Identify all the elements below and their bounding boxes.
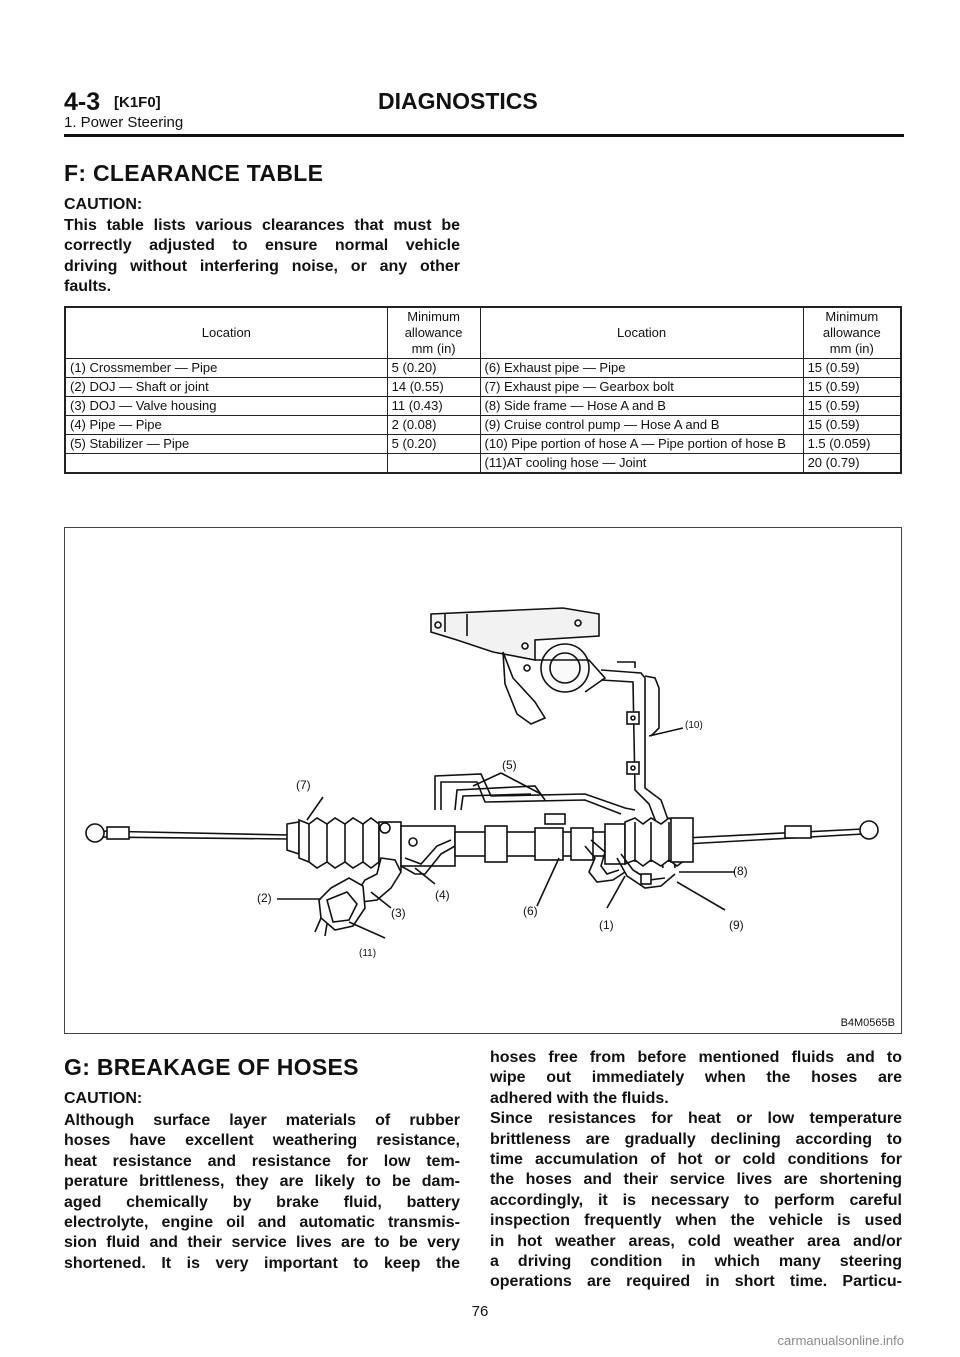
callout-label: (7) [296,778,311,792]
cell-location: (3) DOJ — Valve housing [65,397,387,416]
table-row [65,397,901,416]
allowance-line: mm (in) [411,341,456,356]
cell-allowance: 5 (0.20) [387,359,480,378]
cell-location: (11)AT cooling hose — Joint [480,454,803,474]
text-line: hoses have excellent weathering resistance, [64,1132,460,1150]
caution-line: correctly adjusted to ensure normal vehicle [64,237,460,255]
cell-allowance: 15 (0.59) [803,378,901,397]
callout-label: (9) [729,918,744,932]
cell-location: (5) Stabilizer — Pipe [65,435,387,454]
allowance-line: mm (in) [829,341,874,356]
table-row [65,454,901,474]
column-header-allowance [387,307,480,359]
callout-label: (3) [391,906,406,920]
clearance-table [64,306,902,474]
caution-line: driving without interfering noise, or any other [64,257,460,275]
text-line: time accumulation of hot or cold conditions for [490,1151,902,1169]
allowance-line: Minimum [825,309,879,324]
cell-allowance [387,454,480,474]
cell-allowance: 11 (0.43) [387,397,480,416]
watermark: carmanualsonline.info [777,1333,904,1348]
text-line: Since resistances for heat or low temperature [490,1110,902,1128]
text-line: hoses free from before mentioned fluids and to [490,1049,902,1066]
cell-location: (4) Pipe — Pipe [65,416,387,435]
callout-label: (8) [733,864,748,878]
table-row [65,416,901,435]
column-header-allowance [803,307,901,359]
text-line: aged chemically by brake fluid, battery [64,1193,460,1211]
cell-location: (10) Pipe portion of hose A — Pipe portion of hose B [480,435,803,454]
text-line: heat resistance and resistance for low tem- [64,1152,460,1170]
allowance-line: allowance [822,325,881,340]
callout-label: (5) [502,758,517,772]
text-line: the hoses and their service lives are shortening [490,1171,902,1189]
cell-allowance: 15 (0.59) [803,359,901,378]
cell-allowance: 14 (0.55) [387,378,480,397]
callout-label: (11) [359,948,377,959]
steering-gearbox-illustration [65,528,901,1033]
allowance-line: Minimum [407,309,460,324]
caution-line: This table lists various clearances that must be [64,217,460,234]
text-line: wipe out immediately when the hoses are [490,1069,902,1087]
table-row [65,359,901,378]
text-line: Although surface layer materials of rubber [64,1112,460,1129]
cell-allowance: 2 (0.08) [387,416,480,435]
cell-location: (9) Cruise control pump — Hose A and B [480,416,803,435]
hoses-caution-right-column [490,1048,902,1293]
cell-allowance: 1.5 (0.059) [803,435,901,454]
figure-code: B4M0565B [840,1017,895,1029]
section-number: 4-3 [64,88,101,116]
callout-label: (1) [599,918,614,932]
steering-gearbox-figure [64,527,902,1034]
cell-location: (7) Exhaust pipe — Gearbox bolt [480,378,803,397]
cell-location: (1) Crossmember — Pipe [65,359,387,378]
column-header-location: Location [65,307,387,359]
text-line: accordingly, it is necessary to perform careful [490,1191,902,1209]
text-line: a driving condition in which many steering [490,1253,902,1271]
clearance-caution-label: CAUTION: [64,196,143,213]
cell-location: (6) Exhaust pipe — Pipe [480,359,803,378]
cell-allowance: 20 (0.79) [803,454,901,474]
text-line: electrolyte, engine oil and automatic transmis- [64,1214,460,1232]
cell-allowance: 5 (0.20) [387,435,480,454]
callout-label: (4) [435,888,450,902]
section-code: [K1F0] [114,94,161,111]
text-line: adhered with the fluids. [490,1089,669,1107]
text-line: inspection frequently when the vehicle is used [490,1212,902,1230]
page-number: 76 [471,1303,489,1320]
cell-allowance: 15 (0.59) [803,416,901,435]
text-line: shortened. It is very important to keep the [64,1254,460,1272]
table-row [65,378,901,397]
text-line: operations are required in short time. Particu- [490,1273,902,1291]
text-line: sion fluid and their service lives are to be very [64,1234,460,1252]
hoses-caution-left-column [64,1111,460,1274]
table-row [65,435,901,454]
caution-line: faults. [64,278,112,296]
allowance-line: allowance [404,325,463,340]
header-rule [64,134,904,137]
callout-label: (10) [685,720,703,731]
clearance-caution-text [64,216,460,298]
section-title: DIAGNOSTICS [378,88,538,114]
table-header-row [65,307,901,359]
callout-label: (6) [523,904,538,918]
subsection-title: 1. Power Steering [64,114,184,131]
clearance-heading: F: CLEARANCE TABLE [64,160,324,186]
column-header-location: Location [480,307,803,359]
callout-label: (2) [257,891,272,905]
text-line: perature brittleness, they are likely to be dam- [64,1173,460,1191]
hoses-heading: G: BREAKAGE OF HOSES [64,1054,359,1080]
cell-location [65,454,387,474]
cell-allowance: 15 (0.59) [803,397,901,416]
hoses-caution-label: CAUTION: [64,1090,143,1107]
text-line: in hot weather areas, cold weather area and/or [490,1232,902,1250]
text-line: brittleness are gradually declining according to [490,1130,902,1148]
cell-location: (2) DOJ — Shaft or joint [65,378,387,397]
cell-location: (8) Side frame — Hose A and B [480,397,803,416]
